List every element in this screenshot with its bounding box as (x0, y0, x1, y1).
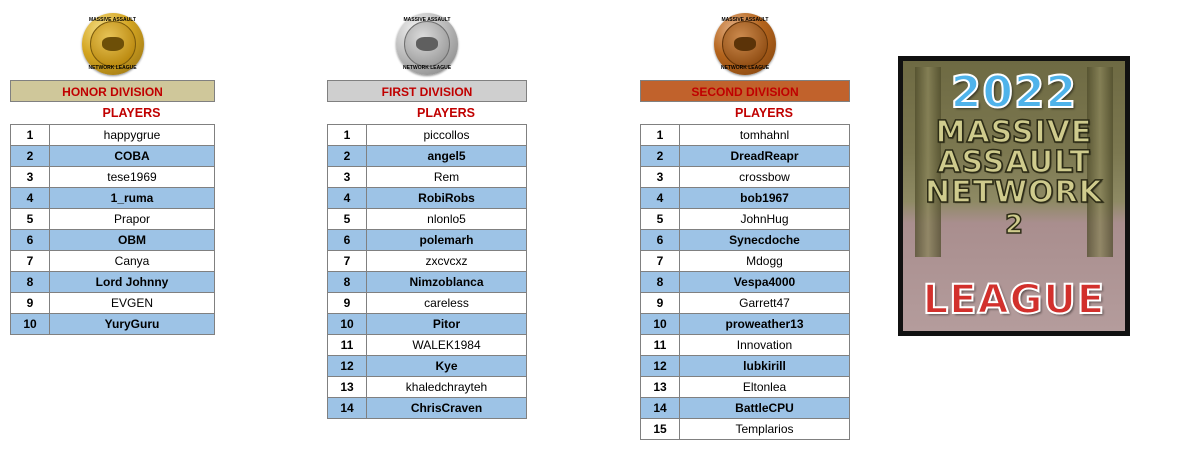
table-row (11, 272, 215, 293)
player-name-cell: Mdogg (680, 251, 850, 272)
table-row (641, 293, 850, 314)
player-name-cell: Prapor (50, 209, 215, 230)
rank-cell: 8 (11, 272, 50, 293)
player-name-cell: zxcvcxz (367, 251, 527, 272)
rank-cell: 9 (11, 293, 50, 314)
division-honor (10, 8, 215, 335)
table-row (328, 146, 527, 167)
player-name-cell: careless (367, 293, 527, 314)
player-name-cell: EVGEN (50, 293, 215, 314)
table-row (328, 272, 527, 293)
rank-cell: 5 (641, 209, 680, 230)
bronze-medal-icon (714, 13, 776, 75)
player-name-cell: Garrett47 (680, 293, 850, 314)
medal-ring-bottom-text: NETWORK LEAGUE (88, 65, 137, 71)
rank-cell: 5 (328, 209, 367, 230)
table-row (328, 188, 527, 209)
rank-cell: 10 (641, 314, 680, 335)
table-row (328, 314, 527, 335)
rank-cell: 1 (328, 125, 367, 146)
bronze-medal-wrap (640, 8, 850, 80)
player-name-cell: Eltonlea (680, 377, 850, 398)
medal-inner (404, 21, 450, 67)
table-row (641, 209, 850, 230)
rank-cell: 3 (328, 167, 367, 188)
players-header-second: PLAYERS (640, 102, 850, 124)
rank-cell: 15 (641, 419, 680, 440)
table-row (641, 419, 850, 440)
medal-emblem-icon (416, 37, 438, 51)
logo-version-number: 2 (1004, 210, 1024, 240)
division-first (327, 8, 527, 419)
rank-cell: 11 (641, 335, 680, 356)
table-row (641, 167, 850, 188)
table-row (11, 146, 215, 167)
players-table-first (327, 124, 527, 419)
table-row (328, 230, 527, 251)
table-row (641, 377, 850, 398)
player-name-cell: tomhahnl (680, 125, 850, 146)
player-name-cell: Vespa4000 (680, 272, 850, 293)
medal-ring-top-text: MASSIVE ASSAULT (89, 17, 136, 23)
table-row (328, 377, 527, 398)
rank-cell: 10 (328, 314, 367, 335)
rank-cell: 8 (641, 272, 680, 293)
medal-inner (722, 21, 768, 67)
player-name-cell: tese1969 (50, 167, 215, 188)
table-row (11, 314, 215, 335)
logo-title (903, 115, 1125, 210)
rank-cell: 7 (11, 251, 50, 272)
rank-cell: 12 (328, 356, 367, 377)
medal-ring-top-text: MASSIVE ASSAULT (403, 17, 451, 23)
rank-cell: 10 (11, 314, 50, 335)
player-name-cell: nlonlo5 (367, 209, 527, 230)
logo-league-text: LEAGUE (922, 277, 1106, 323)
medal-emblem-icon (102, 37, 124, 51)
rank-cell: 12 (641, 356, 680, 377)
player-name-cell: WALEK1984 (367, 335, 527, 356)
rank-cell: 5 (11, 209, 50, 230)
table-row (641, 188, 850, 209)
table-row (328, 251, 527, 272)
table-row (328, 398, 527, 419)
table-row (641, 314, 850, 335)
player-name-cell: khaledchrayteh (367, 377, 527, 398)
silver-medal-wrap (327, 8, 527, 80)
table-row (328, 335, 527, 356)
player-name-cell: Innovation (680, 335, 850, 356)
rank-cell: 3 (641, 167, 680, 188)
rank-cell: 2 (11, 146, 50, 167)
logo-title-line3: NETWORK (924, 175, 1103, 210)
player-name-cell: Nimzoblanca (367, 272, 527, 293)
player-name-cell: polemarh (367, 230, 527, 251)
player-name-cell: Kye (367, 356, 527, 377)
table-row (641, 335, 850, 356)
logo-title-line2: ASSAULT (937, 145, 1091, 180)
player-name-cell: bob1967 (680, 188, 850, 209)
table-row (641, 356, 850, 377)
rank-cell: 9 (641, 293, 680, 314)
division-second (640, 8, 850, 440)
rank-cell: 4 (328, 188, 367, 209)
silver-medal-icon (396, 13, 458, 75)
table-row (11, 209, 215, 230)
table-row (11, 293, 215, 314)
player-name-cell: Rem (367, 167, 527, 188)
players-table-honor (10, 124, 215, 335)
table-row (641, 230, 850, 251)
player-name-cell: COBA (50, 146, 215, 167)
player-name-cell: BattleCPU (680, 398, 850, 419)
rank-cell: 2 (328, 146, 367, 167)
table-row (328, 209, 527, 230)
player-name-cell: proweather13 (680, 314, 850, 335)
rank-cell: 2 (641, 146, 680, 167)
rank-cell: 1 (641, 125, 680, 146)
rank-cell: 14 (328, 398, 367, 419)
table-row (641, 251, 850, 272)
players-table-second (640, 124, 850, 440)
player-name-cell: angel5 (367, 146, 527, 167)
player-name-cell: OBM (50, 230, 215, 251)
gold-medal-wrap (10, 8, 215, 80)
table-row (328, 125, 527, 146)
table-row (11, 251, 215, 272)
rank-cell: 6 (641, 230, 680, 251)
player-name-cell: JohnHug (680, 209, 850, 230)
player-name-cell: ChrisCraven (367, 398, 527, 419)
table-row (641, 398, 850, 419)
medal-ring-bottom-text: NETWORK LEAGUE (720, 65, 770, 71)
rank-cell: 4 (641, 188, 680, 209)
table-row (641, 146, 850, 167)
player-name-cell: Canya (50, 251, 215, 272)
rank-cell: 9 (328, 293, 367, 314)
league-logo (898, 56, 1130, 336)
table-row (641, 272, 850, 293)
players-header-honor: PLAYERS (10, 102, 215, 124)
player-name-cell: Pitor (367, 314, 527, 335)
player-name-cell: 1_ruma (50, 188, 215, 209)
table-row (11, 230, 215, 251)
table-row (328, 293, 527, 314)
medal-ring-bottom-text: NETWORK LEAGUE (402, 65, 452, 71)
table-row (11, 167, 215, 188)
rank-cell: 14 (641, 398, 680, 419)
rank-cell: 6 (11, 230, 50, 251)
table-row (641, 125, 850, 146)
table-row (328, 167, 527, 188)
rank-cell: 4 (11, 188, 50, 209)
rank-cell: 13 (641, 377, 680, 398)
player-name-cell: DreadReapr (680, 146, 850, 167)
player-name-cell: Synecdoche (680, 230, 850, 251)
rank-cell: 11 (328, 335, 367, 356)
medal-inner (90, 21, 136, 67)
player-name-cell: Lord Johnny (50, 272, 215, 293)
rank-cell: 3 (11, 167, 50, 188)
gold-medal-icon (82, 13, 144, 75)
rank-cell: 7 (328, 251, 367, 272)
rank-cell: 13 (328, 377, 367, 398)
rank-cell: 8 (328, 272, 367, 293)
division-title-first: FIRST DIVISION (327, 80, 527, 102)
player-name-cell: happygrue (50, 125, 215, 146)
table-row (11, 188, 215, 209)
player-name-cell: crossbow (680, 167, 850, 188)
player-name-cell: Templarios (680, 419, 850, 440)
rank-cell: 1 (11, 125, 50, 146)
rank-cell: 6 (328, 230, 367, 251)
player-name-cell: YuryGuru (50, 314, 215, 335)
logo-year: 2022 (950, 67, 1078, 118)
logo-title-line1: MASSIVE (935, 115, 1093, 150)
medal-ring-top-text: MASSIVE ASSAULT (721, 17, 769, 23)
medal-emblem-icon (734, 37, 756, 51)
player-name-cell: piccollos (367, 125, 527, 146)
table-row (328, 356, 527, 377)
division-title-second: SECOND DIVISION (640, 80, 850, 102)
players-header-first: PLAYERS (327, 102, 527, 124)
player-name-cell: lubkirill (680, 356, 850, 377)
division-title-honor: HONOR DIVISION (10, 80, 215, 102)
table-row (11, 125, 215, 146)
rank-cell: 7 (641, 251, 680, 272)
player-name-cell: RobiRobs (367, 188, 527, 209)
